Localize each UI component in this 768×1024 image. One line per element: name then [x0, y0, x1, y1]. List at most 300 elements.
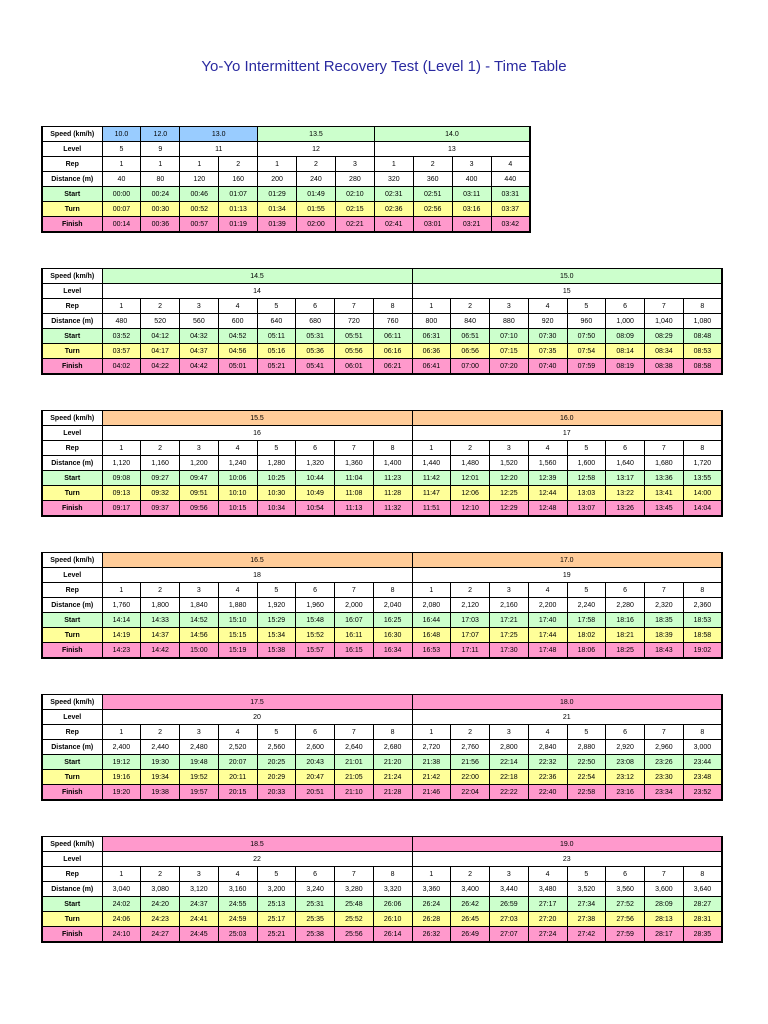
distance-cell: 3,000: [683, 740, 722, 755]
start-cell: 06:51: [451, 329, 490, 344]
distance-cell: 2,840: [528, 740, 567, 755]
finish-cell: 19:02: [683, 643, 722, 659]
finish-cell: 13:45: [645, 501, 684, 517]
rep-cell: 4: [528, 867, 567, 882]
turn-cell: 20:29: [257, 770, 296, 785]
speed-row: [42, 695, 722, 710]
finish-cell: 18:06: [567, 643, 606, 659]
rep-cell: 4: [528, 441, 567, 456]
rep-cell: 4: [491, 157, 530, 172]
speed-cell: 17.5: [102, 695, 412, 710]
finish-cell: 17:11: [451, 643, 490, 659]
start-cell: 08:48: [683, 329, 722, 344]
rep-cell: 3: [180, 299, 219, 314]
distance-cell: 3,240: [296, 882, 335, 897]
turn-cell: 09:13: [102, 486, 141, 501]
turn-cell: 13:41: [645, 486, 684, 501]
turn-row: [42, 202, 530, 217]
turn-cell: 10:49: [296, 486, 335, 501]
start-cell: 06:31: [412, 329, 451, 344]
level-cell: 16: [102, 426, 412, 441]
level-row: [42, 426, 722, 441]
speed-row: [42, 553, 722, 568]
speed-label: Speed (km/h): [42, 411, 102, 426]
rep-cell: 5: [567, 583, 606, 598]
distance-cell: 1,800: [141, 598, 180, 613]
distance-cell: 1,960: [296, 598, 335, 613]
turn-row: [42, 344, 722, 359]
turn-cell: 08:14: [606, 344, 645, 359]
start-cell: 10:44: [296, 471, 335, 486]
level-cell: 21: [412, 710, 722, 725]
rep-cell: 4: [218, 725, 257, 740]
finish-cell: 16:15: [335, 643, 374, 659]
start-label: Start: [42, 613, 102, 628]
distance-cell: 1,320: [296, 456, 335, 471]
start-cell: 13:55: [683, 471, 722, 486]
turn-cell: 22:00: [451, 770, 490, 785]
rep-cell: 1: [412, 441, 451, 456]
turn-cell: 15:34: [257, 628, 296, 643]
distance-cell: 1,280: [257, 456, 296, 471]
finish-cell: 15:38: [257, 643, 296, 659]
turn-cell: 19:34: [141, 770, 180, 785]
start-cell: 21:01: [335, 755, 374, 770]
level-row: [42, 142, 530, 157]
rep-label: Rep: [42, 725, 102, 740]
rep-cell: 1: [102, 157, 141, 172]
rep-cell: 2: [451, 867, 490, 882]
finish-cell: 08:38: [645, 359, 684, 375]
distance-cell: 3,560: [606, 882, 645, 897]
start-cell: 23:26: [645, 755, 684, 770]
distance-cell: 2,160: [490, 598, 529, 613]
turn-cell: 26:28: [412, 912, 451, 927]
turn-cell: 00:52: [180, 202, 219, 217]
rep-cell: 8: [373, 867, 412, 882]
start-cell: 10:25: [257, 471, 296, 486]
rep-cell: 3: [180, 725, 219, 740]
turn-cell: 18:58: [683, 628, 722, 643]
time-table-1: [41, 126, 531, 233]
speed-cell: 10.0: [102, 127, 141, 142]
rep-row: [42, 299, 722, 314]
finish-cell: 12:10: [451, 501, 490, 517]
finish-cell: 25:21: [257, 927, 296, 943]
speed-row: [42, 127, 530, 142]
rep-cell: 4: [218, 299, 257, 314]
start-cell: 08:09: [606, 329, 645, 344]
turn-cell: 22:36: [528, 770, 567, 785]
turn-cell: 00:30: [141, 202, 180, 217]
start-cell: 28:09: [645, 897, 684, 912]
turn-cell: 08:53: [683, 344, 722, 359]
turn-row: [42, 628, 722, 643]
start-cell: 18:53: [683, 613, 722, 628]
distance-cell: 600: [218, 314, 257, 329]
rep-cell: 5: [257, 867, 296, 882]
rep-cell: 1: [102, 583, 141, 598]
rep-cell: 2: [141, 867, 180, 882]
distance-cell: 3,360: [412, 882, 451, 897]
rep-cell: 6: [606, 299, 645, 314]
finish-cell: 03:42: [491, 217, 530, 233]
distance-label: Distance (m): [42, 882, 102, 897]
start-row: [42, 613, 722, 628]
turn-label: Turn: [42, 770, 102, 785]
level-label: Level: [42, 142, 102, 157]
rep-cell: 2: [451, 583, 490, 598]
turn-cell: 19:16: [102, 770, 141, 785]
start-cell: 07:50: [567, 329, 606, 344]
rep-cell: 7: [645, 725, 684, 740]
rep-cell: 2: [413, 157, 452, 172]
distance-cell: 40: [102, 172, 141, 187]
start-row: [42, 897, 722, 912]
distance-cell: 800: [412, 314, 451, 329]
level-cell: 9: [141, 142, 180, 157]
finish-cell: 05:21: [257, 359, 296, 375]
rep-cell: 2: [141, 725, 180, 740]
distance-cell: 3,160: [218, 882, 257, 897]
turn-row: [42, 912, 722, 927]
turn-cell: 28:13: [645, 912, 684, 927]
turn-cell: 17:07: [451, 628, 490, 643]
turn-cell: 11:28: [373, 486, 412, 501]
rep-label: Rep: [42, 157, 102, 172]
finish-cell: 20:33: [257, 785, 296, 801]
turn-cell: 16:30: [373, 628, 412, 643]
speed-cell: 16.0: [412, 411, 722, 426]
finish-cell: 04:02: [102, 359, 141, 375]
start-cell: 02:31: [374, 187, 413, 202]
distance-cell: 3,640: [683, 882, 722, 897]
rep-cell: 6: [606, 867, 645, 882]
level-label: Level: [42, 426, 102, 441]
turn-cell: 06:16: [373, 344, 412, 359]
rep-cell: 1: [102, 441, 141, 456]
distance-cell: 3,480: [528, 882, 567, 897]
turn-label: Turn: [42, 912, 102, 927]
distance-cell: 520: [141, 314, 180, 329]
level-label: Level: [42, 710, 102, 725]
turn-cell: 18:39: [645, 628, 684, 643]
start-cell: 09:47: [180, 471, 219, 486]
start-cell: 17:58: [567, 613, 606, 628]
turn-cell: 24:41: [180, 912, 219, 927]
start-cell: 01:49: [297, 187, 336, 202]
distance-cell: 2,800: [490, 740, 529, 755]
finish-cell: 05:01: [218, 359, 257, 375]
turn-cell: 02:56: [413, 202, 452, 217]
finish-cell: 28:35: [683, 927, 722, 943]
distance-cell: 680: [296, 314, 335, 329]
distance-label: Distance (m): [42, 740, 102, 755]
finish-cell: 10:34: [257, 501, 296, 517]
finish-cell: 22:58: [567, 785, 606, 801]
speed-cell: 14.5: [102, 269, 412, 284]
start-row: [42, 471, 722, 486]
distance-cell: 2,560: [257, 740, 296, 755]
finish-label: Finish: [42, 217, 102, 233]
start-label: Start: [42, 471, 102, 486]
start-cell: 22:50: [567, 755, 606, 770]
rep-cell: 5: [567, 441, 606, 456]
rep-cell: 2: [141, 583, 180, 598]
distance-cell: 2,760: [451, 740, 490, 755]
rep-cell: 3: [490, 441, 529, 456]
speed-label: Speed (km/h): [42, 127, 102, 142]
finish-cell: 25:56: [335, 927, 374, 943]
start-cell: 20:25: [257, 755, 296, 770]
finish-cell: 02:21: [335, 217, 374, 233]
speed-cell: 18.5: [102, 837, 412, 852]
start-cell: 15:29: [257, 613, 296, 628]
rep-cell: 4: [528, 583, 567, 598]
rep-cell: 4: [528, 725, 567, 740]
finish-cell: 23:16: [606, 785, 645, 801]
start-cell: 11:04: [335, 471, 374, 486]
rep-cell: 2: [451, 725, 490, 740]
turn-row: [42, 770, 722, 785]
finish-cell: 23:34: [645, 785, 684, 801]
rep-cell: 8: [683, 299, 722, 314]
finish-cell: 23:52: [683, 785, 722, 801]
start-cell: 09:08: [102, 471, 141, 486]
time-table-2: [41, 268, 723, 375]
distance-cell: 3,320: [373, 882, 412, 897]
start-cell: 17:03: [451, 613, 490, 628]
start-cell: 27:34: [567, 897, 606, 912]
finish-cell: 24:45: [180, 927, 219, 943]
turn-cell: 14:56: [180, 628, 219, 643]
distance-cell: 3,040: [102, 882, 141, 897]
turn-cell: 02:15: [335, 202, 374, 217]
finish-cell: 03:21: [452, 217, 491, 233]
turn-cell: 07:54: [567, 344, 606, 359]
distance-cell: 1,160: [141, 456, 180, 471]
turn-row: [42, 486, 722, 501]
finish-cell: 04:42: [180, 359, 219, 375]
speed-row: [42, 837, 722, 852]
distance-cell: 920: [528, 314, 567, 329]
distance-cell: 2,640: [335, 740, 374, 755]
rep-cell: 3: [335, 157, 374, 172]
rep-cell: 6: [296, 725, 335, 740]
turn-label: Turn: [42, 486, 102, 501]
turn-cell: 27:03: [490, 912, 529, 927]
distance-cell: 2,720: [412, 740, 451, 755]
finish-cell: 19:57: [180, 785, 219, 801]
turn-cell: 21:24: [373, 770, 412, 785]
finish-cell: 26:49: [451, 927, 490, 943]
start-cell: 27:17: [528, 897, 567, 912]
rep-label: Rep: [42, 583, 102, 598]
turn-cell: 15:15: [218, 628, 257, 643]
start-cell: 13:36: [645, 471, 684, 486]
finish-cell: 14:42: [141, 643, 180, 659]
finish-cell: 06:21: [373, 359, 412, 375]
distance-label: Distance (m): [42, 172, 102, 187]
turn-cell: 06:56: [451, 344, 490, 359]
start-cell: 20:07: [218, 755, 257, 770]
finish-cell: 07:40: [528, 359, 567, 375]
rep-cell: 3: [180, 583, 219, 598]
rep-label: Rep: [42, 441, 102, 456]
distance-cell: 2,880: [567, 740, 606, 755]
distance-cell: 2,920: [606, 740, 645, 755]
level-cell: 15: [412, 284, 722, 299]
turn-cell: 04:17: [141, 344, 180, 359]
distance-cell: 1,080: [683, 314, 722, 329]
distance-cell: 560: [180, 314, 219, 329]
turn-cell: 06:36: [412, 344, 451, 359]
finish-cell: 09:56: [180, 501, 219, 517]
distance-cell: 200: [258, 172, 297, 187]
rep-row: [42, 157, 530, 172]
rep-cell: 8: [683, 441, 722, 456]
turn-cell: 24:06: [102, 912, 141, 927]
speed-cell: 15.5: [102, 411, 412, 426]
start-cell: 20:43: [296, 755, 335, 770]
distance-cell: 480: [102, 314, 141, 329]
distance-cell: 2,360: [683, 598, 722, 613]
distance-label: Distance (m): [42, 456, 102, 471]
start-cell: 21:56: [451, 755, 490, 770]
start-cell: 00:00: [102, 187, 141, 202]
turn-cell: 27:56: [606, 912, 645, 927]
start-label: Start: [42, 187, 102, 202]
rep-cell: 8: [373, 299, 412, 314]
distance-cell: 1,040: [645, 314, 684, 329]
turn-cell: 09:51: [180, 486, 219, 501]
start-cell: 06:11: [373, 329, 412, 344]
turn-cell: 03:37: [491, 202, 530, 217]
turn-cell: 27:20: [528, 912, 567, 927]
finish-cell: 18:43: [645, 643, 684, 659]
turn-cell: 07:35: [528, 344, 567, 359]
rep-cell: 1: [258, 157, 297, 172]
finish-cell: 20:15: [218, 785, 257, 801]
rep-cell: 7: [335, 583, 374, 598]
level-label: Level: [42, 568, 102, 583]
finish-cell: 14:23: [102, 643, 141, 659]
finish-label: Finish: [42, 501, 102, 517]
distance-row: [42, 314, 722, 329]
time-table-3: [41, 410, 723, 517]
finish-cell: 00:36: [141, 217, 180, 233]
turn-cell: 15:52: [296, 628, 335, 643]
level-cell: 23: [412, 852, 722, 867]
start-cell: 12:01: [451, 471, 490, 486]
rep-cell: 7: [645, 867, 684, 882]
finish-cell: 10:15: [218, 501, 257, 517]
distance-cell: 1,360: [335, 456, 374, 471]
turn-cell: 11:47: [412, 486, 451, 501]
rep-cell: 2: [141, 441, 180, 456]
speed-cell: 14.0: [374, 127, 530, 142]
start-cell: 00:24: [141, 187, 180, 202]
distance-cell: 2,680: [373, 740, 412, 755]
finish-cell: 02:00: [297, 217, 336, 233]
rep-cell: 1: [102, 299, 141, 314]
finish-row: [42, 643, 722, 659]
start-cell: 21:38: [412, 755, 451, 770]
rep-cell: 7: [645, 441, 684, 456]
turn-cell: 26:10: [373, 912, 412, 927]
turn-cell: 25:35: [296, 912, 335, 927]
finish-cell: 12:29: [490, 501, 529, 517]
turn-cell: 00:07: [102, 202, 141, 217]
distance-cell: 2,440: [141, 740, 180, 755]
rep-cell: 2: [219, 157, 258, 172]
start-cell: 05:31: [296, 329, 335, 344]
turn-label: Turn: [42, 628, 102, 643]
distance-cell: 640: [257, 314, 296, 329]
finish-cell: 17:48: [528, 643, 567, 659]
finish-cell: 00:57: [180, 217, 219, 233]
start-label: Start: [42, 897, 102, 912]
turn-cell: 10:30: [257, 486, 296, 501]
finish-row: [42, 501, 722, 517]
finish-cell: 02:41: [374, 217, 413, 233]
finish-cell: 04:22: [141, 359, 180, 375]
rep-cell: 5: [257, 299, 296, 314]
turn-cell: 17:44: [528, 628, 567, 643]
finish-cell: 22:04: [451, 785, 490, 801]
speed-row: [42, 411, 722, 426]
start-cell: 22:32: [528, 755, 567, 770]
rep-row: [42, 867, 722, 882]
rep-label: Rep: [42, 867, 102, 882]
distance-cell: 2,280: [606, 598, 645, 613]
rep-row: [42, 441, 722, 456]
level-row: [42, 710, 722, 725]
finish-cell: 11:13: [335, 501, 374, 517]
turn-cell: 05:16: [257, 344, 296, 359]
distance-cell: 3,520: [567, 882, 606, 897]
finish-label: Finish: [42, 643, 102, 659]
rep-cell: 1: [374, 157, 413, 172]
turn-cell: 20:47: [296, 770, 335, 785]
distance-row: [42, 456, 722, 471]
turn-cell: 23:30: [645, 770, 684, 785]
start-row: [42, 755, 722, 770]
rep-cell: 1: [102, 725, 141, 740]
rep-cell: 3: [490, 299, 529, 314]
level-cell: 14: [102, 284, 412, 299]
level-row: [42, 284, 722, 299]
rep-cell: 1: [180, 157, 219, 172]
finish-cell: 24:10: [102, 927, 141, 943]
speed-cell: 13.5: [258, 127, 375, 142]
turn-cell: 22:54: [567, 770, 606, 785]
speed-cell: 13.0: [180, 127, 258, 142]
finish-cell: 09:17: [102, 501, 141, 517]
finish-cell: 11:51: [412, 501, 451, 517]
distance-cell: 2,520: [218, 740, 257, 755]
distance-cell: 1,520: [490, 456, 529, 471]
start-cell: 17:21: [490, 613, 529, 628]
rep-row: [42, 583, 722, 598]
finish-cell: 00:14: [102, 217, 141, 233]
start-cell: 24:02: [102, 897, 141, 912]
finish-cell: 13:26: [606, 501, 645, 517]
start-label: Start: [42, 329, 102, 344]
rep-cell: 7: [335, 299, 374, 314]
rep-cell: 6: [606, 725, 645, 740]
finish-cell: 16:34: [373, 643, 412, 659]
